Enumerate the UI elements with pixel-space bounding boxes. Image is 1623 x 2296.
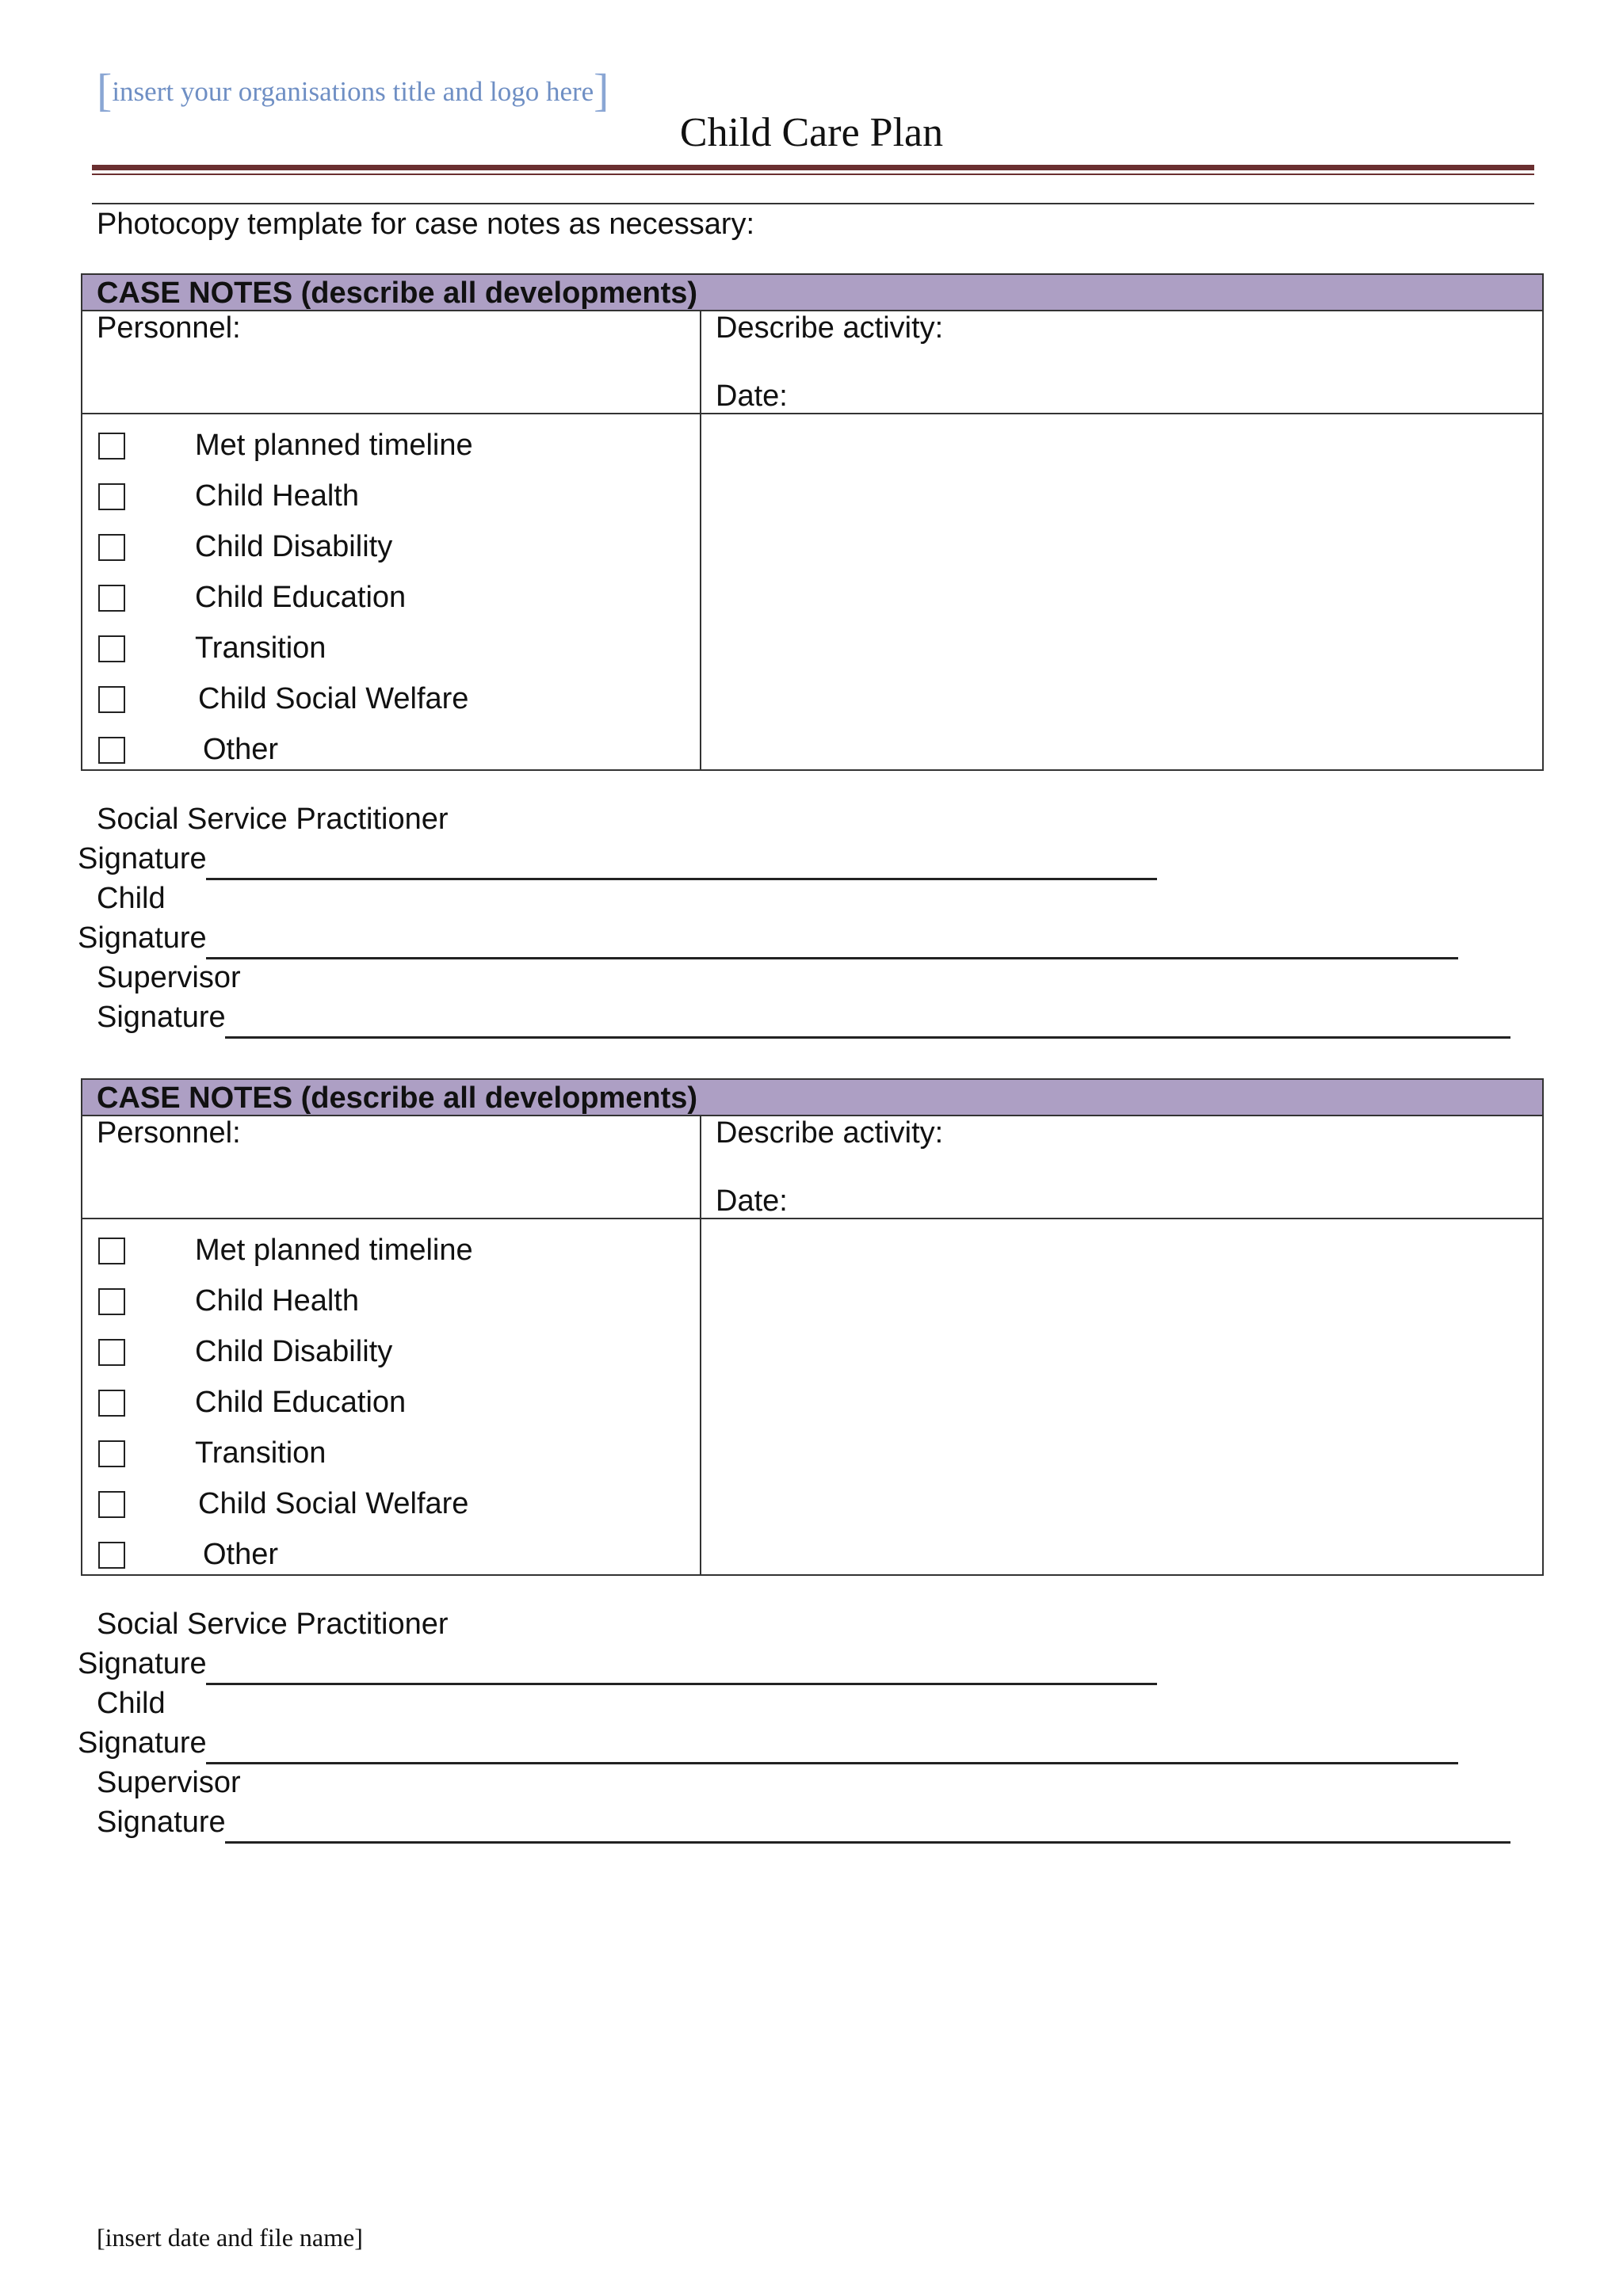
supervisor-signature-label: Signature xyxy=(97,1806,226,1839)
checklist-item[interactable] xyxy=(98,1487,469,1520)
org-title-logo-placeholder xyxy=(97,63,609,116)
checklist-item[interactable] xyxy=(98,479,359,513)
personnel-cell[interactable] xyxy=(82,311,701,413)
date-label: Date: xyxy=(716,379,788,413)
checklist-label: Child Social Welfare xyxy=(198,1487,469,1520)
checklist-item[interactable] xyxy=(98,581,407,614)
case-notes-info-row xyxy=(82,311,1542,414)
personnel-label: Personnel: xyxy=(97,311,241,345)
checkbox[interactable] xyxy=(98,1440,125,1467)
describe-activity-label: Describe activity: xyxy=(716,1116,944,1150)
checklist-label: Met planned timeline xyxy=(195,429,473,462)
intro-text: Photocopy template for case notes as necessary: xyxy=(97,208,755,241)
supervisor-signature-line[interactable] xyxy=(225,1841,1510,1844)
checkbox[interactable] xyxy=(98,585,125,612)
checklist-label: Child Education xyxy=(195,1386,407,1419)
checklist-item[interactable] xyxy=(98,682,469,715)
supervisor-signature-line[interactable] xyxy=(225,1036,1510,1039)
checklist-label: Child Disability xyxy=(195,1335,393,1368)
checkbox[interactable] xyxy=(98,686,125,713)
practitioner-role-label: Social Service Practitioner xyxy=(97,803,449,836)
page-title: Child Care Plan xyxy=(679,110,944,155)
checkbox[interactable] xyxy=(98,1542,125,1569)
checklist-label: Child Education xyxy=(195,581,407,614)
child-signature-label: Signature xyxy=(78,1726,207,1760)
signature-block xyxy=(0,1608,1623,1845)
intro-divider xyxy=(92,203,1534,204)
placeholder-bracket-close: ] xyxy=(594,64,609,116)
checklist-label: Other xyxy=(203,1538,279,1571)
checklist-label: Transition xyxy=(195,1436,327,1470)
child-signature-line[interactable] xyxy=(206,1762,1458,1764)
describe-activity-label: Describe activity: xyxy=(716,311,944,345)
checklist-item[interactable] xyxy=(98,530,393,563)
checklist-item[interactable] xyxy=(98,1335,393,1368)
checklist-label: Child Health xyxy=(195,479,359,513)
checkbox[interactable] xyxy=(98,534,125,561)
case-notes-body-row xyxy=(82,1219,1542,1574)
checkbox[interactable] xyxy=(98,1339,125,1366)
case-notes-info-row xyxy=(82,1116,1542,1219)
checklist-item[interactable] xyxy=(98,1436,327,1470)
practitioner-signature-line[interactable] xyxy=(206,878,1157,880)
checkbox[interactable] xyxy=(98,1288,125,1315)
supervisor-role-label: Supervisor xyxy=(97,961,241,994)
checklist-item[interactable] xyxy=(98,1234,473,1267)
checkbox[interactable] xyxy=(98,1390,125,1417)
checkbox[interactable] xyxy=(98,1491,125,1518)
checkbox[interactable] xyxy=(98,737,125,764)
checklist-label: Transition xyxy=(195,631,327,665)
supervisor-role-label: Supervisor xyxy=(97,1766,241,1799)
checkbox[interactable] xyxy=(98,1238,125,1264)
org-placeholder-text: insert your organisations title and logo here xyxy=(112,76,594,107)
checklist-label: Child Disability xyxy=(195,530,393,563)
checklist-item[interactable] xyxy=(98,1284,359,1318)
supervisor-signature-label: Signature xyxy=(97,1001,226,1034)
child-signature-line[interactable] xyxy=(206,957,1458,959)
case-notes-text-area[interactable] xyxy=(701,414,1542,769)
checklist-cell xyxy=(82,1219,701,1574)
case-notes-table xyxy=(81,273,1544,771)
personnel-cell[interactable] xyxy=(82,1116,701,1218)
title-divider-thick xyxy=(92,165,1534,170)
practitioner-signature-label: Signature xyxy=(78,1647,207,1680)
checklist-item[interactable] xyxy=(98,429,473,462)
checklist-label: Child Health xyxy=(195,1284,359,1318)
checklist-label: Met planned timeline xyxy=(195,1234,473,1267)
placeholder-bracket-open: [ xyxy=(97,64,113,116)
checklist-item[interactable] xyxy=(98,631,327,665)
case-notes-header: CASE NOTES (describe all developments) xyxy=(82,275,1542,311)
checklist-item[interactable] xyxy=(98,1386,407,1419)
checklist-label: Child Social Welfare xyxy=(198,682,469,715)
checkbox[interactable] xyxy=(98,635,125,662)
practitioner-signature-label: Signature xyxy=(78,842,207,875)
footer-date-filename: [insert date and file name] xyxy=(97,2223,363,2252)
checkbox[interactable] xyxy=(98,483,125,510)
activity-cell[interactable] xyxy=(701,1116,1542,1218)
checklist-cell xyxy=(82,414,701,769)
checkbox[interactable] xyxy=(98,433,125,460)
checklist-label: Other xyxy=(203,733,279,766)
case-notes-text-area[interactable] xyxy=(701,1219,1542,1574)
child-role-label: Child xyxy=(97,1687,166,1720)
practitioner-role-label: Social Service Practitioner xyxy=(97,1608,449,1641)
child-signature-label: Signature xyxy=(78,921,207,955)
case-notes-body-row xyxy=(82,414,1542,769)
activity-cell[interactable] xyxy=(701,311,1542,413)
title-divider-thin xyxy=(92,174,1534,175)
case-notes-table xyxy=(81,1078,1544,1576)
personnel-label: Personnel: xyxy=(97,1116,241,1150)
date-label: Date: xyxy=(716,1184,788,1218)
child-role-label: Child xyxy=(97,882,166,915)
checklist-item[interactable] xyxy=(98,1538,279,1571)
case-notes-header: CASE NOTES (describe all developments) xyxy=(82,1080,1542,1116)
checklist-item[interactable] xyxy=(98,733,279,766)
practitioner-signature-line[interactable] xyxy=(206,1683,1157,1685)
signature-block xyxy=(0,803,1623,1040)
